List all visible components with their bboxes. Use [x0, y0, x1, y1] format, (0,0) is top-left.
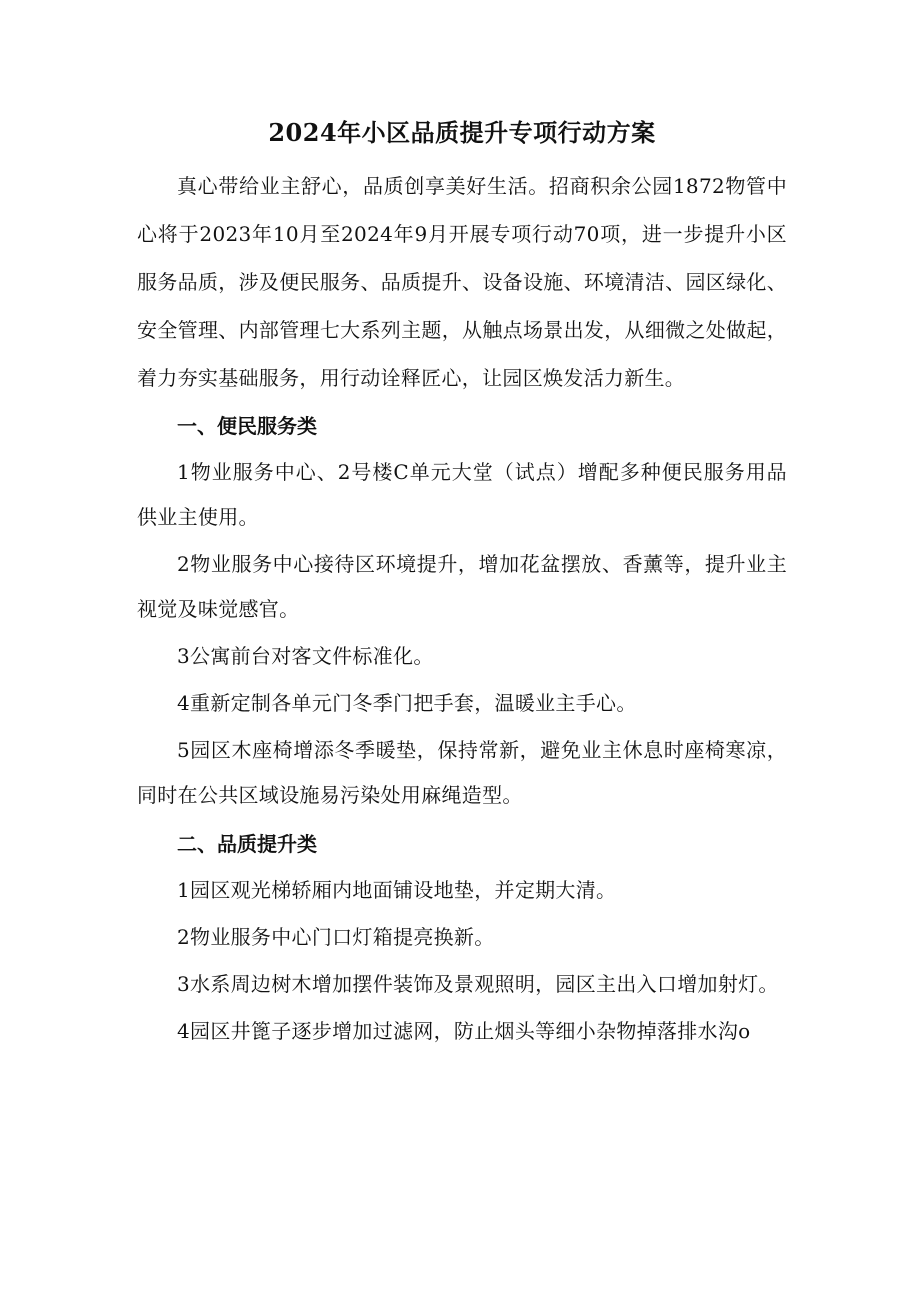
- page-title: 2024年小区品质提升专项行动方案: [268, 118, 656, 147]
- list-item: 4园区井篦子逐步增加过滤网，防止烟头等细小杂物掉落排水沟o: [177, 1019, 751, 1043]
- list-item: 2物业服务中心门口灯箱提亮换新。: [177, 925, 495, 949]
- list-item: 3公寓前台对客文件标准化。: [177, 644, 434, 668]
- list-item: 1园区观光梯轿厢内地面铺设地垫，并定期大清。: [177, 878, 617, 902]
- intro-paragraph: 真心带给业主舒心，品质创享美好生活。招商积余公园1872物管中心将于2023年10月至2024年9月开展专项行动70项，进一步提升小区服务品质，涉及便民服务、品质提升、设备设施、环境清洁、园区绿化、安全管理、内部管理七大系列主题，从触点场景出发，从细微之处做起，着力夯实基础服务，用行动诠释匠心，让园区焕发活力新生。: [137, 174, 787, 390]
- list-item: 1物业服务中心、2号楼C单元大堂（试点）增配多种便民服务用品供业主使用。: [137, 460, 787, 529]
- section-heading: 二、品质提升类: [177, 832, 317, 856]
- section-convenience-services: [137, 402, 787, 818]
- list-item: 5园区木座椅增添冬季暖垫，保持常新，避免业主休息时座椅寒凉，同时在公共区域设施易污染处用麻绳造型。: [137, 738, 787, 807]
- document-body: [137, 112, 787, 1056]
- list-item: 2物业服务中心接待区环境提升，增加花盆摆放、香薰等，提升业主视觉及味觉感官。: [137, 552, 787, 621]
- section-heading: 一、便民服务类: [177, 414, 317, 438]
- section-quality-improvement: [137, 820, 787, 1054]
- list-item: 4重新定制各单元门冬季门把手套，温暖业主手心。: [177, 691, 637, 715]
- list-item: 3水系周边树木增加摆件装饰及景观照明，园区主出入口增加射灯。: [177, 972, 779, 996]
